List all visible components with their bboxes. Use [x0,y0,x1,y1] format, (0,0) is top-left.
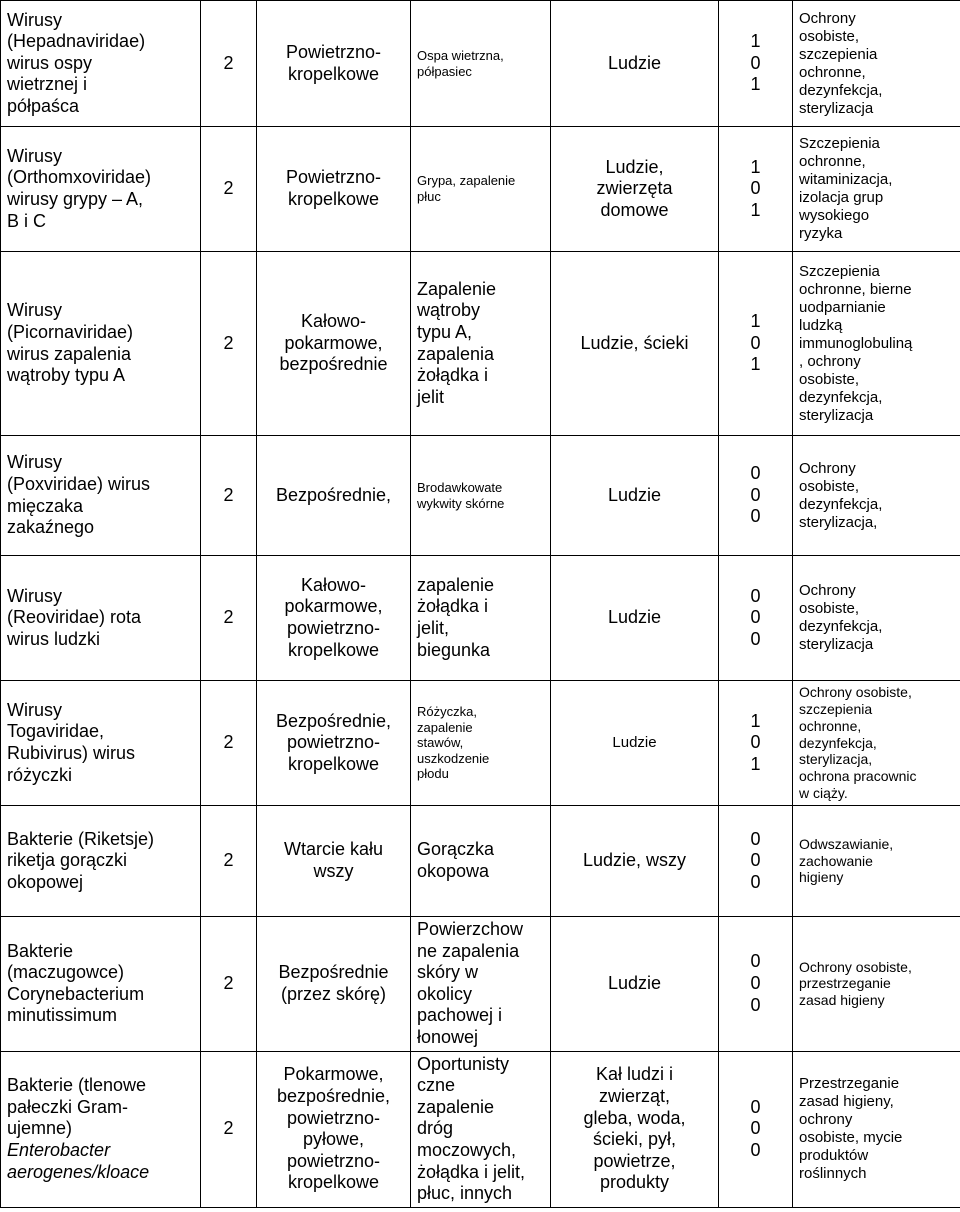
cell-line: okopowa [417,861,490,881]
risk-group-value: 2 [223,1118,234,1139]
cell-line: typu A, [417,321,473,342]
cell-line: Ludzie, ścieki [580,332,689,353]
cell-line: Szczepienia [799,262,880,280]
table-row [1,556,960,681]
cell-line: 0 [750,463,761,484]
group-cell [201,1051,257,1207]
group-cell [201,252,257,436]
group-cell [201,806,257,917]
cell-line: 0 [750,1139,761,1160]
table-row [1,436,960,556]
cell-line: zwierząt, [598,1085,670,1106]
cell-line: Gorączka [417,839,495,860]
cell-line: Wirusy [7,145,62,166]
cell-line: kropelkowe [287,1172,380,1193]
code-cell [719,436,793,556]
cell-line: 1 [750,74,761,95]
cell-line: Kałowo- [300,574,367,595]
disease-cell [411,252,551,436]
route-cell [257,1,411,127]
source-cell [551,556,719,681]
cell-line: 0 [750,850,761,871]
cell-line: płodu [417,766,449,782]
cell-line: dezynfekcja, [799,734,877,751]
risk-group-value: 2 [223,332,234,353]
cell-line: Ludzie, [605,156,664,177]
cell-line: Ochrony osobiste, [799,958,912,975]
cell-line: ochrona pracownic [799,768,917,785]
cell-line: Bakterie (Riketsje) [7,828,155,849]
cell-line: Wirusy [7,9,62,30]
cell-line: kropelkowe [287,63,380,84]
cell-line: żołądka i jelit, [417,1161,526,1182]
code-cell [719,1,793,127]
route-cell [257,127,411,252]
cell-line: ujemne) [7,1118,73,1139]
cell-line: aerogenes/kloace [7,1161,150,1182]
cell-line: produkty [599,1172,670,1193]
agent-cell [1,806,201,917]
cell-line: 0 [750,732,761,753]
group-cell [201,127,257,252]
cell-line: wątroby typu A [7,365,126,386]
cell-line: higieny [799,869,844,886]
cell-line: 0 [750,484,761,505]
cell-line: różyczki [7,764,73,785]
route-cell [257,436,411,556]
cell-line: czne [417,1075,456,1096]
disease-cell [411,1051,551,1207]
disease-cell [411,681,551,806]
code-cell [719,1051,793,1207]
cell-line: ryzyka [799,225,843,242]
cell-line: Ochrony [799,459,856,477]
cell-line: ne zapalenia [417,940,520,961]
source-cell [551,917,719,1052]
cell-line: wątroby [417,300,481,321]
cell-line: 0 [750,628,761,649]
risk-group-value: 2 [223,732,234,753]
route-cell [257,806,411,917]
cell-line: przestrzeganie [799,975,891,992]
cell-line: Kałowo- [300,311,367,332]
cell-line: dróg [417,1118,454,1139]
cell-line: wietrznej i [7,74,88,95]
prevention-cell [793,556,960,681]
cell-line: 0 [750,585,761,606]
cell-line: Ludzie, wszy [582,850,687,871]
cell-line: szczepienia [799,45,878,63]
cell-line: kropelkowe [287,639,380,660]
risk-group-value: 2 [223,484,234,505]
cell-line: jelit, [417,618,450,638]
cell-line: półpasiec [417,63,472,79]
table-row [1,917,960,1052]
cell-line: (maczugowce) [7,962,125,983]
cell-line: Enterobacter [7,1139,111,1160]
cell-line: bezpośrednie [279,354,388,375]
disease-cell [411,436,551,556]
cell-line: 0 [750,871,761,892]
cell-line: Różyczka, [417,704,477,720]
cell-line: Ochrony [799,582,856,599]
cell-line: Wirusy [7,300,62,321]
table-row [1,252,960,436]
cell-line: 0 [750,178,761,199]
cell-line: Zapalenie [417,278,497,299]
cell-line: ludzką [799,316,843,334]
cell-line: (Hepadnaviridae) [7,31,146,52]
source-cell [551,436,719,556]
source-cell [551,681,719,806]
cell-line: ochronne, bierne [799,280,912,298]
cell-line: Bakterie [7,940,74,961]
agent-cell [1,252,201,436]
cell-line: B i C [7,210,47,231]
route-cell [257,681,411,806]
prevention-cell [793,1051,960,1207]
cell-line: zapalenie [417,1096,495,1117]
cell-line: powietrze, [593,1150,676,1171]
cell-line: moczowych, [417,1139,517,1160]
cell-line: witaminizacja, [799,171,893,188]
cell-line: powietrzno- [286,1107,381,1128]
cell-line: skóry w [417,962,479,983]
cell-line: Togaviridae, [7,721,105,742]
cell-line: osobiste, [799,370,860,388]
prevention-cell [793,1,960,127]
cell-line: produktów [799,1147,869,1165]
cell-line: szczepienia [799,701,873,717]
cell-line: pokarmowe, [284,596,383,617]
disease-cell [411,556,551,681]
group-cell [201,1,257,127]
source-cell [551,127,719,252]
cell-line: Ochrony [799,9,856,27]
cell-line: (Picornaviridae) [7,321,134,342]
cell-line: 0 [750,994,761,1015]
code-cell [719,252,793,436]
cell-line: żołądka i [417,596,489,617]
cell-line: biegunka [417,639,491,660]
cell-line: bezpośrednie, [276,1085,391,1106]
cell-line: zachowanie [799,852,873,869]
cell-line: Ochrony osobiste, [799,684,912,701]
disease-cell [411,127,551,252]
cell-line: wirus ospy [7,52,93,73]
cell-line: Powietrzno- [285,167,382,188]
cell-line: dezynfekcja, [799,81,883,99]
cell-line: półpaśca [7,95,80,116]
cell-line: ochronne, [799,63,866,81]
cell-line: Ludzie [607,52,662,73]
source-cell [551,1,719,127]
cell-line: zakaźnego [7,517,95,538]
risk-group-value: 2 [223,178,234,199]
cell-line: Pokarmowe, [283,1064,384,1085]
cell-line: dezynfekcja, [799,495,883,513]
cell-line: łonowej [417,1026,479,1047]
cell-line: Bezpośrednie, [275,484,392,505]
cell-line: Ludzie [607,484,662,505]
agent-cell [1,917,201,1052]
cell-line: płuc, innych [417,1183,513,1204]
table-row [1,1051,960,1207]
cell-line: (Poxviridae) wirus [7,473,151,494]
agent-cell [1,436,201,556]
risk-group-value: 2 [223,52,234,73]
cell-line: wirus zapalenia [7,343,132,364]
cell-line: (Reoviridae) rota [7,607,142,628]
cell-line: wykwity skórne [417,495,505,511]
prevention-cell [793,127,960,252]
cell-line: Rubivirus) wirus [7,743,136,763]
cell-line: Bezpośrednie, [275,710,392,731]
cell-line: 0 [750,1118,761,1139]
cell-line: 0 [750,607,761,628]
disease-cell [411,806,551,917]
cell-line: , ochrony [799,352,861,370]
cell-line: minutissimum [7,1005,118,1026]
code-cell [719,806,793,917]
cell-line: 1 [750,710,761,731]
cell-line: powietrzno- [286,732,381,753]
cell-line: Bezpośrednie [278,962,389,983]
cell-line: 1 [750,311,761,332]
agent-cell [1,127,201,252]
cell-line: Wtarcie kału [283,839,384,860]
table-row [1,127,960,252]
cell-line: Corynebacterium [7,983,145,1004]
cell-line: zwierzęta [596,178,673,199]
cell-line: 1 [750,199,761,220]
cell-line: wirusy grypy – A, [7,189,144,209]
cell-line: sterylizacja [799,636,874,653]
cell-line: wszy [313,861,354,881]
cell-line: Oportunisty [417,1053,510,1074]
cell-line: Odwszawianie, [799,835,894,852]
table-row [1,681,960,806]
group-cell [201,556,257,681]
cell-line: kropelkowe [287,189,380,209]
cell-line: domowe [600,199,669,220]
cell-line: ochronne, [799,153,866,170]
cell-line: osobiste, [799,27,860,45]
cell-line: riketja gorączki [7,850,128,871]
code-cell [719,556,793,681]
cell-line: płuc [417,189,441,204]
cell-line: (przez skórę) [280,983,387,1004]
agent-cell [1,681,201,806]
table-row [1,1,960,127]
disease-cell [411,917,551,1052]
cell-line: żołądka i [417,365,489,386]
cell-line: uszkodzenie [417,750,490,766]
disease-cell [411,1,551,127]
cell-line: zapalenie [417,574,495,595]
route-cell [257,1051,411,1207]
prevention-cell [793,252,960,436]
cell-line: 0 [750,972,761,993]
cell-line: Szczepienia [799,135,880,152]
cell-line: 1 [750,156,761,177]
cell-line: dezynfekcja, [799,388,883,406]
risk-group-value: 2 [223,607,234,628]
cell-line: zasad higieny, [799,1093,894,1111]
prevention-cell [793,681,960,806]
cell-line: sterylizacja, [799,513,878,531]
cell-line: 1 [750,354,761,375]
cell-line: zapalenie [417,719,473,735]
cell-line: osobiste, [799,477,860,495]
cell-line: 0 [750,506,761,527]
cell-line: zapalenia [417,343,495,364]
code-cell [719,917,793,1052]
cell-line: Ludzie [612,734,657,751]
code-cell [719,681,793,806]
prevention-cell [793,806,960,917]
risk-group-value: 2 [223,972,234,993]
cell-line: Powierzchow [417,919,524,939]
agent-cell [1,556,201,681]
cell-line: mięczaka [7,495,84,516]
cell-line: dezynfekcja, [799,618,883,635]
source-cell [551,806,719,917]
group-cell [201,681,257,806]
prevention-cell [793,917,960,1052]
cell-line: Ludzie [607,607,662,628]
cell-line: Bakterie (tlenowe [7,1075,147,1096]
cell-line: pachowej i [417,1005,503,1026]
group-cell [201,436,257,556]
cell-line: 0 [750,951,761,972]
cell-line: uodparnianie [799,298,886,316]
cell-line: Przestrzeganie [799,1075,900,1093]
agent-cell [1,1051,201,1207]
prevention-cell [793,436,960,556]
source-cell [551,1051,719,1207]
cell-line: Ludzie [607,972,662,993]
cell-line: gleba, woda, [583,1107,686,1128]
route-cell [257,556,411,681]
cell-line: 0 [750,828,761,849]
cell-line: izolacja grup [799,189,884,206]
cell-line: pokarmowe, [284,332,383,353]
cell-line: osobiste, mycie [799,1129,903,1147]
cell-line: pałeczki Gram- [7,1096,129,1117]
cell-line: ochrony [799,1111,853,1129]
cell-line: osobiste, [799,600,860,617]
cell-line: okolicy [417,983,473,1004]
cell-line: ochronne, [799,717,862,734]
cell-line: roślinnych [799,1165,867,1183]
cell-line: Powietrzno- [285,41,382,62]
cell-line: 0 [750,332,761,353]
source-cell [551,252,719,436]
cell-line: wysokiego [799,207,870,224]
cell-line: okopowej [7,871,84,892]
cell-line: sterylizacja [799,406,874,424]
cell-line: Grypa, zapalenie [417,173,516,189]
cell-line: kropelkowe [287,753,380,774]
cell-line: immunoglobuliną [799,334,913,352]
cell-line: jelit [417,386,445,407]
group-cell [201,917,257,1052]
cell-line: sterylizacja [799,99,874,117]
agent-cell [1,1,201,127]
cell-line: 0 [750,1096,761,1117]
cell-line: Wirusy [7,585,62,606]
cell-line: Kał ludzi i [595,1064,674,1085]
cell-line: 0 [750,52,761,73]
cell-line: Wirusy [7,699,62,720]
cell-line: ścieki, pył, [592,1129,677,1150]
cell-line: pyłowe, [302,1129,365,1150]
cell-line: zasad higieny [799,992,885,1009]
cell-line: Brodawkowate [417,479,503,495]
cell-line: sterylizacja, [799,751,873,768]
cell-line: 1 [750,753,761,774]
code-cell [719,127,793,252]
risk-group-value: 2 [223,850,234,871]
cell-line: powietrzno- [286,1150,381,1171]
route-cell [257,917,411,1052]
cell-line: wirus ludzki [7,628,101,649]
table-row [1,806,960,917]
cell-line: Ospa wietrzna, [417,47,504,63]
cell-line: w ciąży. [799,784,848,801]
cell-line: powietrzno- [286,618,381,638]
route-cell [257,252,411,436]
cell-line: (Orthomxoviridae) [7,167,152,188]
cell-line: Wirusy [7,452,62,473]
cell-line: 1 [750,31,761,52]
cell-line: stawów, [417,735,464,751]
